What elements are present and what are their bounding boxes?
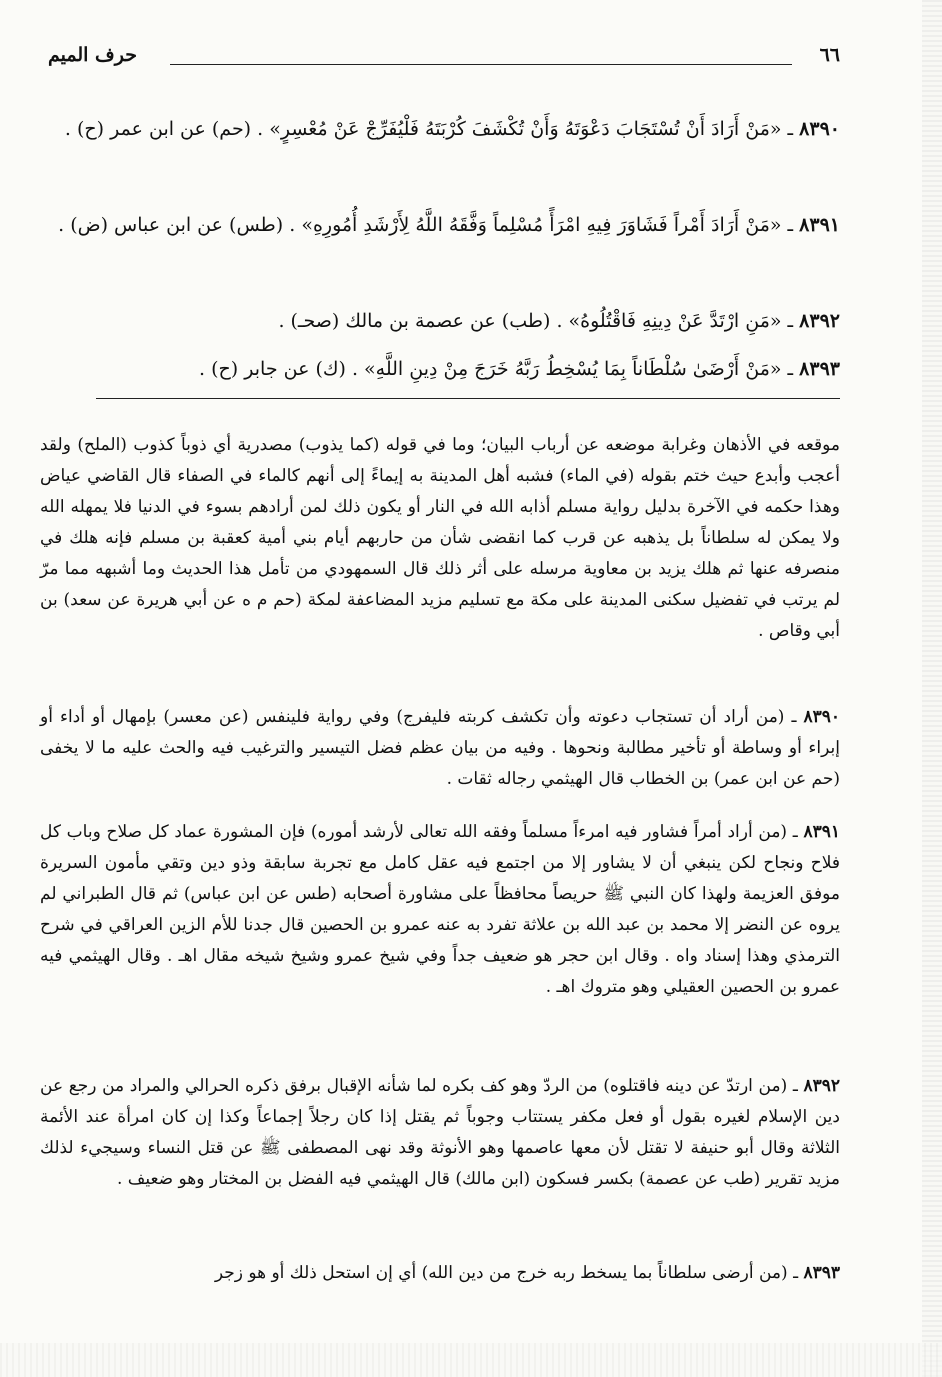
header-rule [170,64,792,65]
commentary-intro-text: موقعه في الأذهان وغرابة موضعه عن أرباب البيان؛ وما في قوله (كما يذوب) مصدرية أي ذوباً كذوب (الملح) ولقد أعجب وأبدع حيث ختم بقوله (في الماء) فشبه أهل المدينة به إيماءً إلى أنهم كالماء في الصفاء قال القاضي عياض وهذا حكمه في الآخرة بدليل رواية مسلم أذابه الله في النار أو يكون ذلك لمن أرادهم بسوء في الدنيا فلا يمهله الله ولا يمكن له سلطاناً بل يذهبه عن قرب كما انقضى شأن من حاربهم أيام بني أمية كعقبة بن مسلم فإنه هلك في منصرفه عنها ثم هلك يزيد بن معاوية مرسله على أثر ذلك قال السمهودي من تأمل هذا الحديث وما أشبهه مما مرّ لم يرتب في تفضيل سكنى المدينة على مكة مع تسليم مزيد المضاعفة لمكة (حم م ه عن أبي هريرة عن سعد) بن أبي وقاص . [40,435,840,641]
hadith-8390: ٨٣٩٠ ـ «مَنْ أَرَادَ أَنْ تُسْتَجَابَ دَعْوَتَهُ وَأَنْ تُكْشَفَ كُرْبَتَهُ فَلْيُفَرِّجْ عَنْ مُعْسِرٍ» . (حم) عن ابن عمر (ح) . [64,118,840,140]
commentary-number: ٨٣٩٣ [803,1263,840,1283]
commentary-number: ٨٣٩١ [803,822,840,842]
hadith-number: ٨٣٩٠ [799,118,840,140]
footnote-separator [96,398,840,399]
commentary-text: (من ارتدّ عن دينه فاقتلوه) من الردّ وهو كف بكره لما شأنه الإقبال برفق ذكره الحرالي والمراد من رجع عن دين الإسلام لغيره بقول أو فعل مكفر يستتاب وجوباً ثم يقتل إذا كان رجلاً إجماعاً وكذا إن كان امرأة عند الأئمة الثلاثة وقال أبو حنيفة لا تقتل لأن معها عاصمها وهو الأنوثة وقد نهى المصطفى ﷺ عن قتل النساء وسيجيء لذلك مزيد تقرير (طب عن عصمة) بكسر فسكون (ابن مالك) قال الهيثمي فيه الفضل بن المختار وهو ضعيف . [40,1076,840,1189]
commentary-8393: ٨٣٩٣ ـ (من أرضى سلطاناً بما يسخط ربه خرج من دين الله) أي إن استحل ذلك أو هو زجر [214,1263,840,1283]
hadith-text: «مَنْ أَرْضَىٰ سُلْطَاناً بِمَا يُسْخِطُ رَبَّهُ خَرَجَ مِنْ دِينِ اللَّهِ» . (ك) عن جابر (ح) . [199,358,782,380]
page-header [40,44,840,80]
page-number: ٦٦ [819,44,840,66]
commentary-text: (من أرضى سلطاناً بما يسخط ربه خرج من دين الله) أي إن استحل ذلك أو هو زجر [214,1263,788,1283]
commentary-text: (من أراد أمراً فشاور فيه امرءاً مسلماً وفقه الله تعالى لأرشد أموره) فإن المشورة عماد كل صلاح وباب كل فلاح ونجاح لكن ينبغي أن لا يشاور إلا من اجتمع فيه عقل كامل مع تجربة سابقة وذو دين وتقي مأمون السريرة موفق العزيمة ولهذا كان النبي ﷺ حريصاً محافظاً على مشاورة أصحابه (طس عن ابن عباس) ثم قال الطبراني لم يروه عن النضر إلا محمد بن عبد الله بن علاثة تفرد به عنه عمرو بن الحصين قال جدنا للأم الزين العراقي في شرح الترمذي وهذا إسناد واه . وقال ابن حجر هو ضعيف جداً وفي شيخ عمرو وشيخ شيخه مقال اهـ . وقال الهيثمي فيه عمرو بن الحصين العقيلي وهو متروك اهـ . [40,822,840,997]
scan-edge-bottom [0,1343,942,1377]
hadith-8391: ٨٣٩١ ـ «مَنْ أَرَادَ أَمْراً فَشَاوَرَ فِيهِ امْرَأً مُسْلِماً وَفَّقَهُ اللَّهُ لِأَرْشَدِ أُمُورِهِ» . (طس) عن ابن عباس (ض) . [58,214,840,236]
hadith-number: ٨٣٩٢ [799,310,840,332]
hadith-number: ٨٣٩٣ [799,358,840,380]
scan-edge-right [922,0,942,1377]
hadith-8393: ٨٣٩٣ ـ «مَنْ أَرْضَىٰ سُلْطَاناً بِمَا يُسْخِطُ رَبَّهُ خَرَجَ مِنْ دِينِ اللَّهِ» . (ك) عن جابر (ح) . [199,358,840,380]
commentary-8392: ٨٣٩٢ ـ (من ارتدّ عن دينه فاقتلوه) من الردّ وهو كف بكره لما شأنه الإقبال برفق ذكره الحرالي والمراد من رجع عن دين الإسلام لغيره بقول أو فعل مكفر يستتاب وجوباً ثم يقتل إذا كان رجلاً إجماعاً وكذا إن كان امرأة عند الأئمة الثلاثة وقال أبو حنيفة لا تقتل لأن معها عاصمها وهو الأنوثة وقد نهى المصطفى ﷺ عن قتل النساء وسيجيء لذلك مزيد تقرير (طب عن عصمة) بكسر فسكون (ابن مالك) قال الهيثمي فيه الفضل بن المختار وهو ضعيف . [40,1076,840,1189]
commentary-text: (من أراد أن تستجاب دعوته وأن تكشف كربته فليفرج) وفي رواية فلينفس (عن معسر) بإمهال أو أداء أو إبراء أو وساطة أو تأخير مطالبة ونحوها . وفيه من بيان عظم فضل التيسير والترغيب فيه والحث عليه ما لا يخفى (حم عن ابن عمر) بن الخطاب قال الهيثمي رجاله ثقات . [40,707,840,789]
hadith-number: ٨٣٩١ [799,214,840,236]
commentary-number: ٨٣٩٢ [803,1076,840,1096]
commentary-8390: ٨٣٩٠ ـ (من أراد أن تستجاب دعوته وأن تكشف كربته فليفرج) وفي رواية فلينفس (عن معسر) بإمهال أو أداء أو إبراء أو وساطة أو تأخير مطالبة ونحوها . وفيه من بيان عظم فضل التيسير والترغيب فيه والحث عليه ما لا يخفى (حم عن ابن عمر) بن الخطاب قال الهيثمي رجاله ثقات . [40,707,840,789]
hadith-text: «مَنْ أَرَادَ أَمْراً فَشَاوَرَ فِيهِ امْرَأً مُسْلِماً وَفَّقَهُ اللَّهُ لِأَرْشَدِ أُمُورِهِ» . (طس) عن ابن عباس (ض) . [58,214,782,236]
chapter-title: حرف الميم [48,44,137,66]
hadith-8392: ٨٣٩٢ ـ «مَنِ ارْتَدَّ عَنْ دِينِهِ فَاقْتُلُوهُ» . (طب) عن عصمة بن مالك (صحـ) . [278,310,840,332]
hadith-text: «مَنْ أَرَادَ أَنْ تُسْتَجَابَ دَعْوَتَهُ وَأَنْ تُكْشَفَ كُرْبَتَهُ فَلْيُفَرِّجْ عَنْ مُعْسِرٍ» . (حم) عن ابن عمر (ح) . [64,118,782,140]
commentary-8391: ٨٣٩١ ـ (من أراد أمراً فشاور فيه امرءاً مسلماً وفقه الله تعالى لأرشد أموره) فإن المشورة عماد كل صلاح وباب كل فلاح ونجاح لكن ينبغي أن لا يشاور إلا من اجتمع فيه عقل كامل مع تجربة سابقة وذو دين وتقي مأمون السريرة موفق العزيمة ولهذا كان النبي ﷺ حريصاً محافظاً على مشاورة أصحابه (طس عن ابن عباس) ثم قال الطبراني لم يروه عن النضر إلا محمد بن عبد الله بن علاثة تفرد به عنه عمرو بن الحصين قال جدنا للأم الزين العراقي في شرح الترمذي وهذا إسناد واه . وقال ابن حجر هو ضعيف جداً وفي شيخ عمرو وشيخ شيخه مقال اهـ . وقال الهيثمي فيه عمرو بن الحصين العقيلي وهو متروك اهـ . [40,822,840,997]
commentary-number: ٨٣٩٠ [803,707,840,727]
hadith-text: «مَنِ ارْتَدَّ عَنْ دِينِهِ فَاقْتُلُوهُ» . (طب) عن عصمة بن مالك (صحـ) . [278,310,782,332]
commentary-intro [40,430,840,647]
